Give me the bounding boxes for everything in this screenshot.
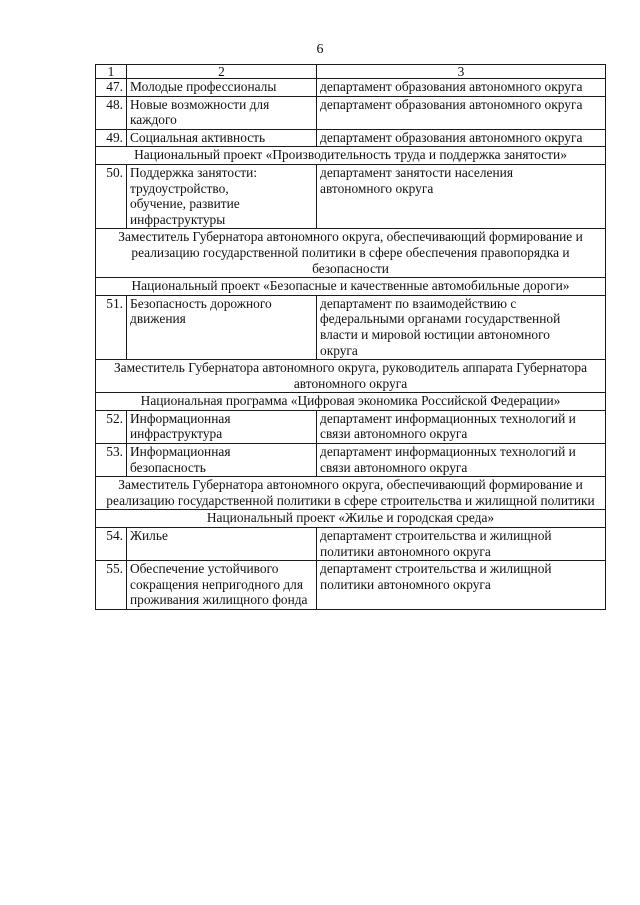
- section-row: [96, 510, 606, 528]
- responsible-department-text: департамент строительства и жилищной политики автономного округа: [320, 561, 552, 592]
- project-name: [127, 444, 317, 477]
- section-row: [96, 147, 606, 165]
- responsible-department: [317, 96, 606, 129]
- project-name-text: Поддержка занятости: трудоустройство, обучение, развитие инфраструктуры: [130, 164, 258, 227]
- item-number: 50.: [96, 164, 127, 228]
- responsible-department: [317, 561, 606, 610]
- table-row: [96, 79, 606, 97]
- table-row: [96, 444, 606, 477]
- project-name-text: Информационная инфраструктура: [130, 410, 231, 442]
- project-name-text: Молодые профессионалы: [130, 79, 277, 94]
- table-row: [96, 96, 606, 129]
- responsible-department: [317, 79, 606, 97]
- responsible-department: [317, 410, 606, 443]
- section-heading: Заместитель Губернатора автономного округа, обеспечивающий формирование и реализацию государственной политики в сфере обеспечения правопорядка и безопасности: [96, 229, 606, 278]
- project-name: [127, 561, 317, 610]
- item-number: 53.: [96, 444, 127, 477]
- responsible-department-text: департамент занятости населения автономного округа: [320, 164, 513, 196]
- table-row: [96, 295, 606, 359]
- responsible-department: [317, 164, 606, 228]
- project-name-text: Информационная безопасность: [130, 444, 231, 475]
- section-heading: Национальный проект «Жилье и городская среда»: [96, 510, 606, 528]
- projects-table: [95, 64, 606, 610]
- project-name: [127, 164, 317, 228]
- table-row: [96, 129, 606, 147]
- responsible-department-text: департамент образования автономного округа: [320, 96, 583, 112]
- responsible-department: [317, 129, 606, 147]
- header-col-3: 3: [317, 65, 606, 79]
- responsible-department-text: департамент строительства и жилищной политики автономного округа: [320, 528, 552, 559]
- item-number: 51.: [96, 295, 127, 359]
- section-row: [96, 477, 606, 510]
- responsible-department-text: департамент образования автономного округа: [320, 79, 583, 94]
- section-row: [96, 360, 606, 393]
- item-number: 49.: [96, 129, 127, 147]
- responsible-department-text: департамент образования автономного округа: [320, 129, 583, 145]
- project-name: [127, 96, 317, 129]
- project-name-text: Безопасность дорожного движения: [130, 295, 272, 327]
- project-name: [127, 295, 317, 359]
- item-number: 54.: [96, 528, 127, 561]
- section-heading: Заместитель Губернатора автономного округа, обеспечивающий формирование и реализацию государственной политики в сфере строительства и жилищной политики: [96, 477, 606, 510]
- section-heading: Заместитель Губернатора автономного округа, руководитель аппарата Губернатора автономного округа: [96, 360, 606, 393]
- project-name: [127, 410, 317, 443]
- header-col-2: 2: [127, 65, 317, 79]
- table-row: [96, 561, 606, 610]
- section-heading: Национальная программа «Цифровая экономика Российской Федерации»: [96, 393, 606, 411]
- section-heading: Национальный проект «Производительность труда и поддержка занятости»: [96, 147, 606, 165]
- section-row: [96, 393, 606, 411]
- item-number: 52.: [96, 410, 127, 443]
- header-col-1: 1: [96, 65, 127, 79]
- project-name-text: Обеспечение устойчивого сокращения непригодного для проживания жилищного фонда: [130, 561, 308, 608]
- responsible-department: [317, 444, 606, 477]
- table-header-row: [96, 65, 606, 79]
- project-name-text: Социальная активность: [130, 129, 266, 145]
- item-number: 55.: [96, 561, 127, 610]
- section-row: [96, 278, 606, 296]
- project-name: [127, 528, 317, 561]
- table-row: [96, 528, 606, 561]
- responsible-department-text: департамент информационных технологий и связи автономного округа: [320, 410, 576, 442]
- project-name: [127, 79, 317, 97]
- responsible-department-text: департамент по взаимодействию с федеральными органами государственной власти и мировой юстиции автономного округа: [320, 295, 561, 358]
- project-name-text: Жилье: [130, 528, 168, 544]
- project-name: [127, 129, 317, 147]
- item-number: 47.: [96, 79, 127, 97]
- section-row: [96, 229, 606, 278]
- responsible-department: [317, 528, 606, 561]
- table-row: [96, 410, 606, 443]
- responsible-department: [317, 295, 606, 359]
- item-number: 48.: [96, 96, 127, 129]
- section-heading: Национальный проект «Безопасные и качественные автомобильные дороги»: [96, 278, 606, 296]
- project-name-text: Новые возможности для каждого: [130, 96, 270, 128]
- page-number: 6: [316, 42, 324, 57]
- table-row: [96, 164, 606, 228]
- responsible-department-text: департамент информационных технологий и связи автономного округа: [320, 444, 576, 475]
